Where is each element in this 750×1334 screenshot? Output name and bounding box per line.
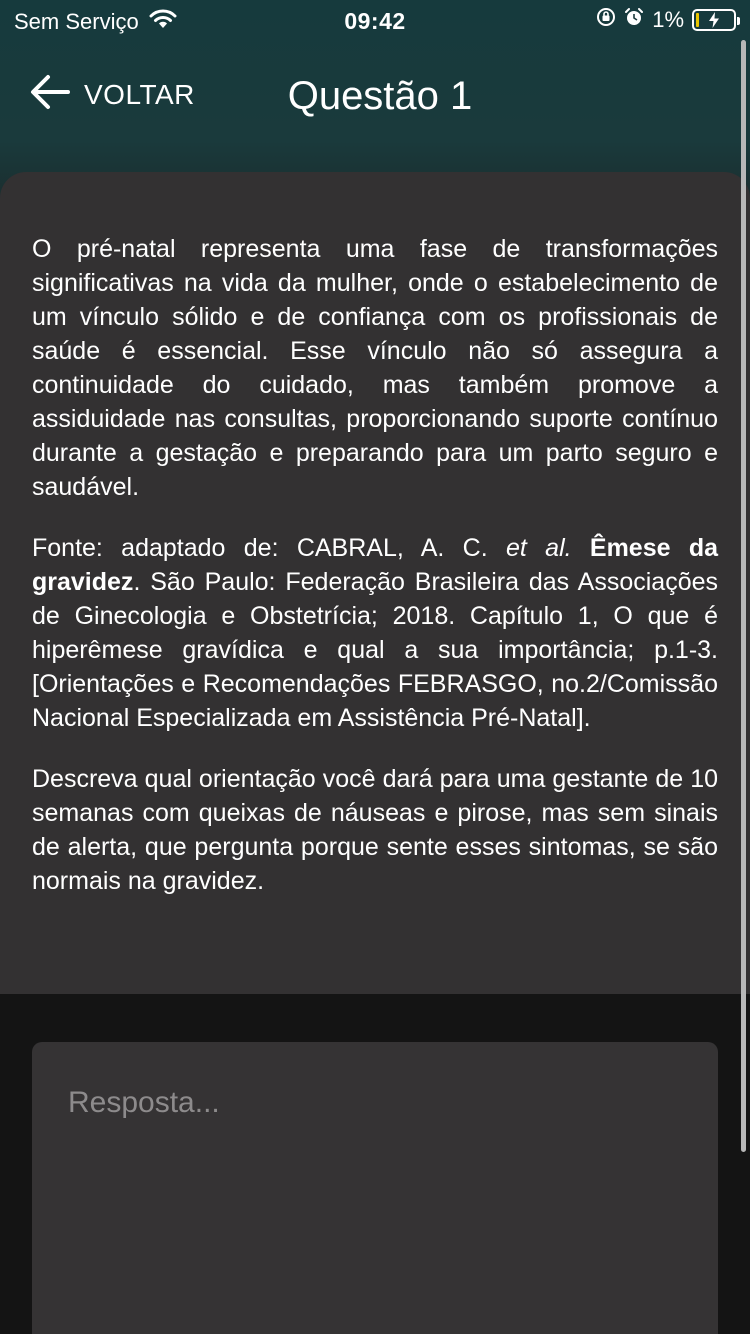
source-prefix: Fonte: adaptado de: CABRAL, A. C. (32, 534, 506, 562)
battery-charging-icon (692, 9, 736, 31)
source-etal: et al. (506, 534, 572, 562)
alarm-icon (624, 7, 644, 33)
header (0, 60, 750, 140)
status-time: 09:42 (344, 8, 406, 34)
scrollbar[interactable] (741, 40, 746, 1152)
source-rest: . São Paulo: Federação Brasileira das Associações de Ginecologia e Obstetrícia; 2018. Capítulo 1, O que é hiperêmese gravídica e qual a sua importância; p.1-3. [Orientações e Recomendações FEBRASGO, no.2/Comissão Nacional Especializada em Assistência Pré-Natal]. (32, 568, 718, 732)
status-bar (0, 0, 750, 40)
source-title: Êmese da gravidez (32, 534, 718, 596)
question-source (32, 531, 718, 735)
question-paragraph-context: O pré-natal representa uma fase de transformações significativas na vida da mulher, onde o estabelecimento de um vínculo sólido e de confiança com os profissionais de saúde é essencial. Esse vínculo não só assegura a continuidade do cuidado, mas também promove a assiduidade nas consultas, proporcionando suporte contínuo durante a gestação e preparando para um parto seguro e saudável. (32, 235, 718, 501)
source-space (572, 534, 590, 562)
battery-percent: 1% (652, 7, 684, 32)
page-title: Questão 1 (287, 74, 473, 118)
battery-fill (696, 13, 699, 27)
question-card (0, 172, 750, 994)
answer-container[interactable] (32, 1042, 718, 1334)
carrier-label: Sem Serviço (14, 9, 139, 34)
question-prompt: Descreva qual orientação você dará para uma gestante de 10 semanas com queixas de náuseas e pirose, mas sem sinais de alerta, que pergunta porque sente esses sintomas, se são normais na gravidez. (32, 765, 718, 895)
answer-input[interactable] (68, 1086, 682, 1286)
status-right (596, 7, 736, 33)
orientation-lock-icon (596, 7, 616, 33)
back-label: VOLTAR (84, 78, 195, 110)
